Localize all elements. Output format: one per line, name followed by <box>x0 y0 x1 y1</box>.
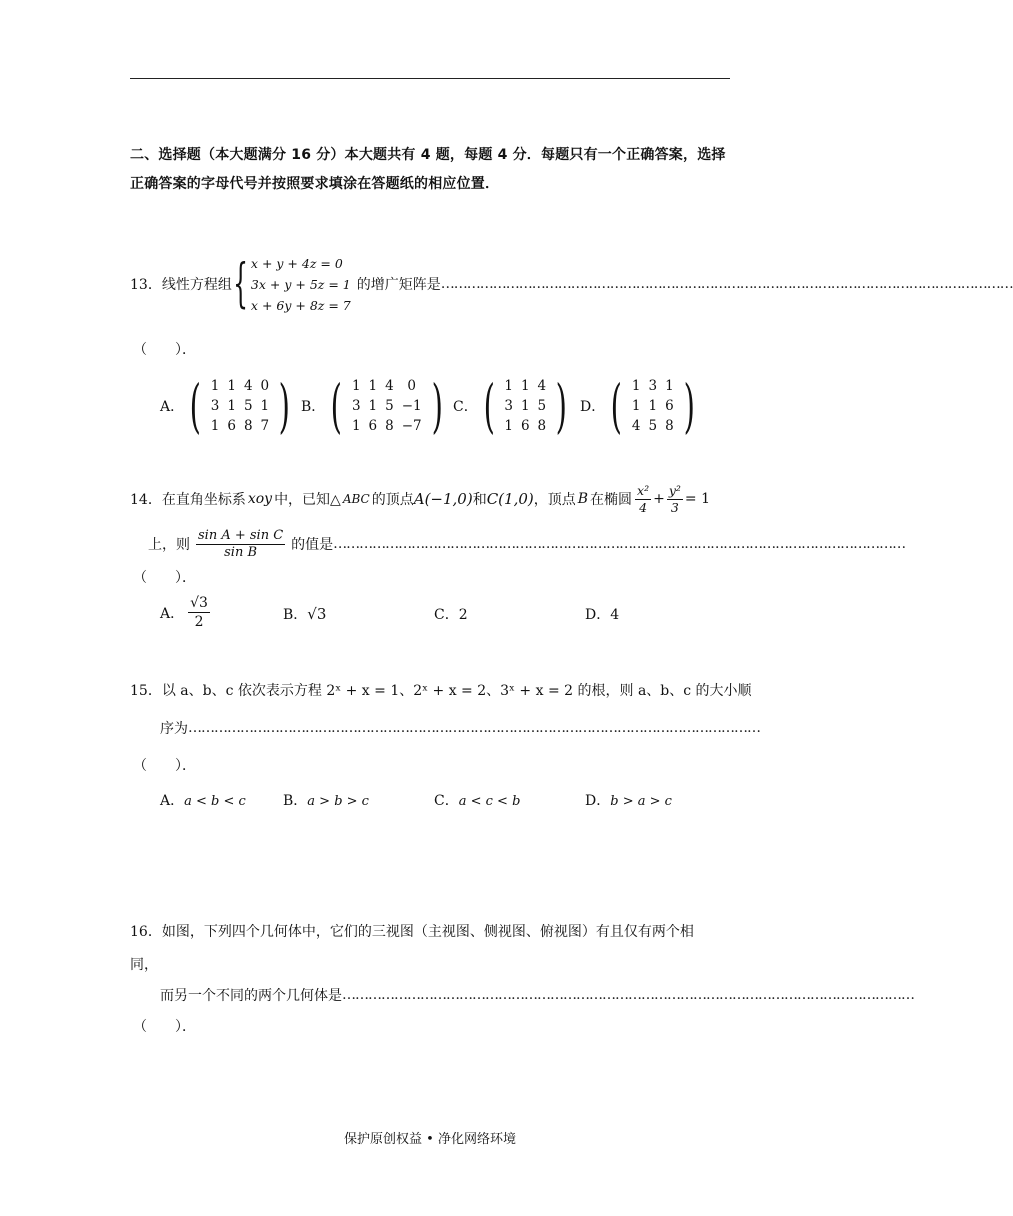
matrix-cell: 8 <box>243 418 253 434</box>
matrix <box>184 372 296 440</box>
right-paren-icon: ) <box>683 372 695 440</box>
option-value: √3 <box>307 605 327 623</box>
option-label: D． <box>580 399 606 415</box>
option-value: a < c < b <box>458 794 521 809</box>
option-value: 2 <box>458 607 468 623</box>
matrix-cell: 1 <box>351 378 361 394</box>
matrix-cell: 1 <box>260 398 270 414</box>
page-footer: 保护原创权益 • 净化网络环境 <box>344 1132 516 1147</box>
matrix-cell: 1 <box>351 418 361 434</box>
option-value: a > b > c <box>307 794 369 809</box>
q16-number: 16． <box>130 924 162 940</box>
left-brace-icon: { <box>232 254 248 314</box>
q13-option-d[interactable] <box>580 372 700 440</box>
matrix-cell: 1 <box>210 378 220 394</box>
matrix-row <box>500 416 550 436</box>
matrix-row <box>500 376 550 396</box>
q15-stem-line2 <box>160 718 760 738</box>
text: 在椭圆 <box>590 492 633 508</box>
matrix-cell: 1 <box>520 398 530 414</box>
option-label: B． <box>283 607 308 623</box>
matrix-cell: 3 <box>351 398 361 414</box>
q14-stem-line1 <box>130 481 730 517</box>
frac-den: 2 <box>194 614 204 630</box>
section-heading: 二、选择题（本大题满分 16 分）本大题共有 4 题，每题 4 分．每题只有一个正确答案，选择正确答案的字母代号并按照要求填涂在答题纸的相应位置． <box>130 147 726 192</box>
q15-option-b[interactable] <box>283 790 369 810</box>
frac-den: sin B <box>224 544 258 560</box>
text: 中，已知△ <box>274 492 341 508</box>
option-label: A． <box>160 605 185 622</box>
matrix-cell: 6 <box>227 418 236 434</box>
matrix-cell: 1 <box>504 418 513 434</box>
option-value: 4 <box>610 607 620 623</box>
matrix-cell: 6 <box>368 418 378 434</box>
frac-num: sin A + sin C <box>198 527 284 543</box>
text: 在直角坐标系 <box>161 492 246 508</box>
frac-num: x² <box>637 482 650 498</box>
point-a: A(−1,0) <box>413 490 473 508</box>
q13-option-b[interactable] <box>301 372 448 440</box>
text: 的值是 <box>291 537 334 553</box>
q13-prefix: 线性方程组 <box>161 277 232 293</box>
equation-system <box>232 253 351 316</box>
leader-dots: …………………………………………………………………………………………………………………… <box>333 536 906 552</box>
matrix-cell: 4 <box>243 378 253 394</box>
matrix-cell: 1 <box>520 378 530 394</box>
ellipse-frac-x <box>635 483 651 516</box>
matrix-cell: −1 <box>401 398 422 414</box>
matrix-cell: 1 <box>368 398 378 414</box>
q13-number: 13． <box>130 277 162 293</box>
q15-option-c[interactable] <box>434 790 520 810</box>
option-label: B． <box>301 399 326 415</box>
option-label: C． <box>453 399 478 415</box>
sqrt3-over-2 <box>188 594 210 631</box>
xoy-symbol: xoy <box>247 491 273 507</box>
option-label: B． <box>283 793 308 809</box>
matrix-cell: 3 <box>210 398 220 414</box>
matrix-row <box>628 416 678 436</box>
sin-fraction <box>196 528 285 561</box>
q13-option-c[interactable] <box>453 372 573 440</box>
q15-option-a[interactable] <box>160 790 246 810</box>
matrix-row <box>207 376 273 396</box>
matrix-cell: 8 <box>665 418 674 434</box>
matrix-grid <box>348 376 426 436</box>
matrix-cell: 7 <box>260 418 270 434</box>
text: ，顶点 <box>533 492 576 508</box>
q14-number: 14． <box>130 492 162 508</box>
matrix-cell: 1 <box>631 398 641 414</box>
matrix-cell: 5 <box>385 398 394 414</box>
matrix-row <box>207 396 273 416</box>
system-eq-3: x + 6y + 8z = 7 <box>250 297 351 313</box>
right-paren-icon: ) <box>431 372 443 440</box>
matrix-cell: 3 <box>648 378 658 394</box>
matrix-cell: 5 <box>537 398 547 414</box>
option-value: a < b < c <box>184 794 246 809</box>
left-paren-icon: ( <box>330 372 343 440</box>
q13-suffix: 的增广矩阵是 <box>356 277 441 293</box>
matrix-cell: 4 <box>537 378 547 394</box>
q15-text: 以 a、b、c 依次表示方程 2ˣ + x = 1、2ˣ + x = 2、3ˣ + x = 2 的根，则 a、b、c 的大小顺 <box>161 683 752 699</box>
leader-dots: …………………………………………………………………………………………………………………… <box>440 276 1013 292</box>
ellipse-frac-y <box>667 483 683 516</box>
text: 和 <box>472 492 487 508</box>
text: 上，则 <box>148 537 190 553</box>
matrix-cell: 1 <box>648 398 658 414</box>
matrix-row <box>628 396 678 416</box>
leader-dots: …………………………………………………………………………………………………………………… <box>342 987 914 1003</box>
point-c: C(1,0) <box>486 490 534 508</box>
matrix-cell: 4 <box>385 378 394 394</box>
matrix-cell: 1 <box>227 398 236 414</box>
frac-den: 3 <box>670 499 679 515</box>
system-eq-2: 3x + y + 5z = 1 <box>250 276 351 292</box>
q15-stem-line1 <box>130 680 752 700</box>
matrix-cell: 8 <box>537 418 547 434</box>
equals-one: = 1 <box>684 491 711 507</box>
matrix-cell: 6 <box>520 418 530 434</box>
leader-dots: …………………………………………………………………………………………………………………… <box>188 720 760 736</box>
q16-stem-line3 <box>160 985 914 1005</box>
matrix-grid <box>207 376 273 436</box>
q15-option-d[interactable] <box>585 790 672 810</box>
option-label: A． <box>160 399 185 415</box>
option-value: b > a > c <box>610 794 672 809</box>
matrix-grid <box>500 376 550 436</box>
q13-stem <box>130 250 1013 318</box>
plus-sign: + <box>653 491 665 507</box>
right-paren-icon: ) <box>555 372 568 440</box>
matrix-cell: 1 <box>665 378 674 394</box>
q16-text-3: 而另一个不同的两个几何体是 <box>160 988 342 1004</box>
q15-text-2: 序为 <box>160 721 188 737</box>
frac-den: 4 <box>639 499 648 515</box>
matrix <box>478 372 573 440</box>
option-label: C． <box>434 793 459 809</box>
text: 的顶点 <box>371 492 414 508</box>
matrix-row <box>207 416 273 436</box>
matrix-cell: 6 <box>665 398 674 414</box>
matrix-row <box>348 416 426 436</box>
matrix-cell: 1 <box>504 378 513 394</box>
system-eq-1: x + y + 4z = 0 <box>250 255 343 271</box>
matrix-cell: 5 <box>243 398 253 414</box>
matrix-grid <box>628 376 678 436</box>
q14-answer-blank: （ ）． <box>133 570 196 586</box>
abc-symbol: ABC <box>342 492 370 506</box>
matrix-cell: 0 <box>407 378 416 394</box>
point-b: B <box>577 491 589 507</box>
frac-num: y² <box>668 482 681 498</box>
matrix <box>325 372 448 440</box>
matrix-cell: 1 <box>368 378 378 394</box>
option-label: D． <box>585 607 611 623</box>
matrix-cell: 1 <box>631 378 641 394</box>
matrix-cell: 3 <box>504 398 513 414</box>
q16-answer-blank: （ ）． <box>133 1019 196 1035</box>
option-label: C． <box>434 607 459 623</box>
q13-option-a[interactable] <box>160 372 296 440</box>
q16-stem-line1 <box>130 921 730 941</box>
matrix-cell: 5 <box>648 418 658 434</box>
q14-option-d[interactable] <box>585 604 619 624</box>
q16-stem-line2: 同， <box>130 957 158 973</box>
q13-answer-blank: （ ）． <box>133 342 196 358</box>
matrix-row <box>348 376 426 396</box>
option-label: A． <box>160 793 185 809</box>
q14-option-a[interactable] <box>160 594 210 631</box>
matrix-cell: 8 <box>385 418 394 434</box>
matrix <box>605 372 700 440</box>
matrix-row <box>500 396 550 416</box>
option-label: D． <box>585 793 611 809</box>
matrix-cell: 1 <box>227 378 236 394</box>
matrix-cell: 0 <box>260 378 270 394</box>
q15-answer-blank: （ ）． <box>133 758 196 774</box>
matrix-cell: −7 <box>401 418 422 434</box>
q15-number: 15． <box>130 683 162 699</box>
header-rule <box>130 78 730 79</box>
left-paren-icon: ( <box>483 372 495 440</box>
q16-text: 如图，下列四个几何体中，它们的三视图（主视图、侧视图、俯视图）有且仅有两个相 <box>161 924 694 940</box>
frac-num: √3 <box>190 595 208 611</box>
right-paren-icon: ) <box>278 372 291 440</box>
q14-option-b[interactable] <box>283 604 326 624</box>
matrix-row <box>628 376 678 396</box>
matrix-row <box>348 396 426 416</box>
q14-option-c[interactable] <box>434 604 468 624</box>
left-paren-icon: ( <box>189 372 202 440</box>
q14-stem-line2 <box>148 524 906 564</box>
matrix-cell: 1 <box>210 418 220 434</box>
matrix-cell: 4 <box>631 418 641 434</box>
left-paren-icon: ( <box>610 372 623 440</box>
